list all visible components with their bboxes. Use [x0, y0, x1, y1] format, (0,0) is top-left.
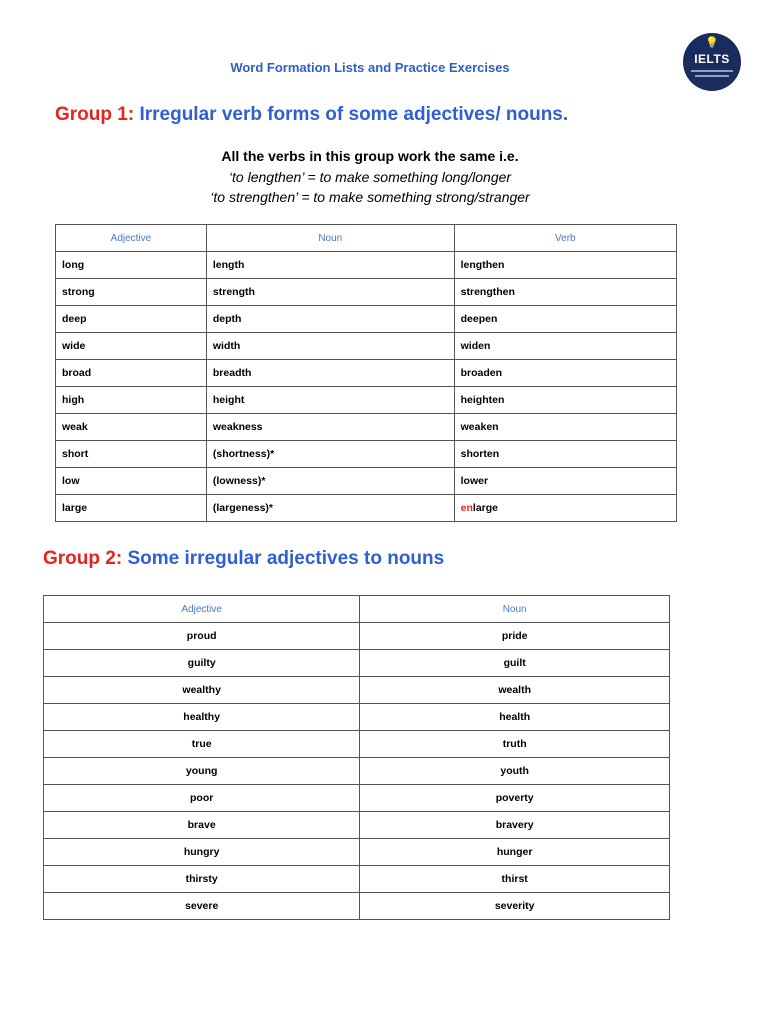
group-2-title: Some irregular adjectives to nouns — [127, 548, 445, 569]
adjective-cell: true — [44, 731, 360, 758]
verb-cell: widen — [454, 333, 676, 360]
noun-cell: breadth — [206, 360, 454, 387]
noun-cell: (shortness)* — [206, 441, 454, 468]
column-header-noun: Noun — [360, 596, 670, 623]
verb-cell: strengthen — [454, 279, 676, 306]
adjective-cell: guilty — [44, 650, 360, 677]
group-2-table — [43, 595, 670, 920]
noun-cell: severity — [360, 893, 670, 920]
noun-cell: weakness — [206, 414, 454, 441]
column-header-verb: Verb — [454, 225, 676, 252]
group-1-example-2: ‘to strengthen’ = to make something strong/stranger — [210, 189, 530, 205]
noun-cell: strength — [206, 279, 454, 306]
noun-cell: wealth — [360, 677, 670, 704]
adjective-cell: proud — [44, 623, 360, 650]
group-2-heading — [43, 548, 444, 570]
noun-cell: youth — [360, 758, 670, 785]
verb-cell: deepen — [454, 306, 676, 333]
adjective-cell: young — [44, 758, 360, 785]
table-row — [56, 468, 677, 495]
ielts-logo — [683, 33, 741, 91]
verb-cell: lower — [454, 468, 676, 495]
table-row — [44, 758, 670, 785]
noun-cell: health — [360, 704, 670, 731]
noun-cell: thirst — [360, 866, 670, 893]
document-title: Word Formation Lists and Practice Exercises — [230, 60, 510, 75]
adjective-cell: severe — [44, 893, 360, 920]
group-1-table — [55, 224, 677, 522]
column-header-adjective: Adjective — [56, 225, 207, 252]
table-header-row — [56, 225, 677, 252]
adjective-cell: wealthy — [44, 677, 360, 704]
adjective-cell: large — [56, 495, 207, 522]
adjective-cell: deep — [56, 306, 207, 333]
table-row — [56, 414, 677, 441]
adjective-cell: hungry — [44, 839, 360, 866]
table-row — [44, 731, 670, 758]
table-row — [56, 252, 677, 279]
verb-prefix-highlight: en — [460, 502, 473, 514]
adjective-cell: low — [56, 468, 207, 495]
verb-cell: lengthen — [454, 252, 676, 279]
group-1-title: Irregular verb forms of some adjectives/ nouns. — [139, 104, 569, 125]
verb-cell: shorten — [454, 441, 676, 468]
noun-cell: depth — [206, 306, 454, 333]
table-row — [44, 812, 670, 839]
table-row — [56, 279, 677, 306]
noun-cell: (lowness)* — [206, 468, 454, 495]
adjective-cell: high — [56, 387, 207, 414]
column-header-noun: Noun — [206, 225, 454, 252]
logo-divider — [691, 70, 733, 72]
table-row — [44, 893, 670, 920]
group-2-label: Group 2: — [43, 548, 123, 569]
noun-cell: (largeness)* — [206, 495, 454, 522]
table-row — [44, 650, 670, 677]
group-1-label: Group 1: — [55, 104, 135, 125]
verb-cell: broaden — [454, 360, 676, 387]
table-row — [44, 704, 670, 731]
table-row — [44, 785, 670, 812]
group-1-example-1: ‘to lengthen’ = to make something long/longer — [228, 169, 512, 185]
group-1-intro: All the verbs in this group work the same i.e. — [221, 148, 519, 164]
verb-cell — [454, 495, 676, 522]
adjective-cell: long — [56, 252, 207, 279]
table-row — [56, 387, 677, 414]
verb-cell: weaken — [454, 414, 676, 441]
table-row — [56, 306, 677, 333]
noun-cell: truth — [360, 731, 670, 758]
adjective-cell: thirsty — [44, 866, 360, 893]
column-header-adjective: Adjective — [44, 596, 360, 623]
table-header-row — [44, 596, 670, 623]
table-row — [56, 441, 677, 468]
noun-cell: bravery — [360, 812, 670, 839]
logo-divider — [695, 75, 729, 77]
table-row — [44, 677, 670, 704]
adjective-cell: broad — [56, 360, 207, 387]
lightbulb-icon: 💡 — [705, 37, 719, 49]
verb-cell: heighten — [454, 387, 676, 414]
group-1-heading — [55, 104, 568, 126]
noun-cell: length — [206, 252, 454, 279]
table-row — [44, 623, 670, 650]
noun-cell: hunger — [360, 839, 670, 866]
noun-cell: guilt — [360, 650, 670, 677]
adjective-cell: poor — [44, 785, 360, 812]
table-row — [56, 495, 677, 522]
noun-cell: height — [206, 387, 454, 414]
adjective-cell: brave — [44, 812, 360, 839]
adjective-cell: strong — [56, 279, 207, 306]
adjective-cell: short — [56, 441, 207, 468]
noun-cell: pride — [360, 623, 670, 650]
verb-rest: large — [472, 502, 499, 514]
logo-text: IELTS — [694, 52, 730, 66]
noun-cell: poverty — [360, 785, 670, 812]
table-row — [56, 333, 677, 360]
adjective-cell: wide — [56, 333, 207, 360]
adjective-cell: weak — [56, 414, 207, 441]
table-row — [44, 866, 670, 893]
adjective-cell: healthy — [44, 704, 360, 731]
noun-cell: width — [206, 333, 454, 360]
table-row — [44, 839, 670, 866]
table-row — [56, 360, 677, 387]
